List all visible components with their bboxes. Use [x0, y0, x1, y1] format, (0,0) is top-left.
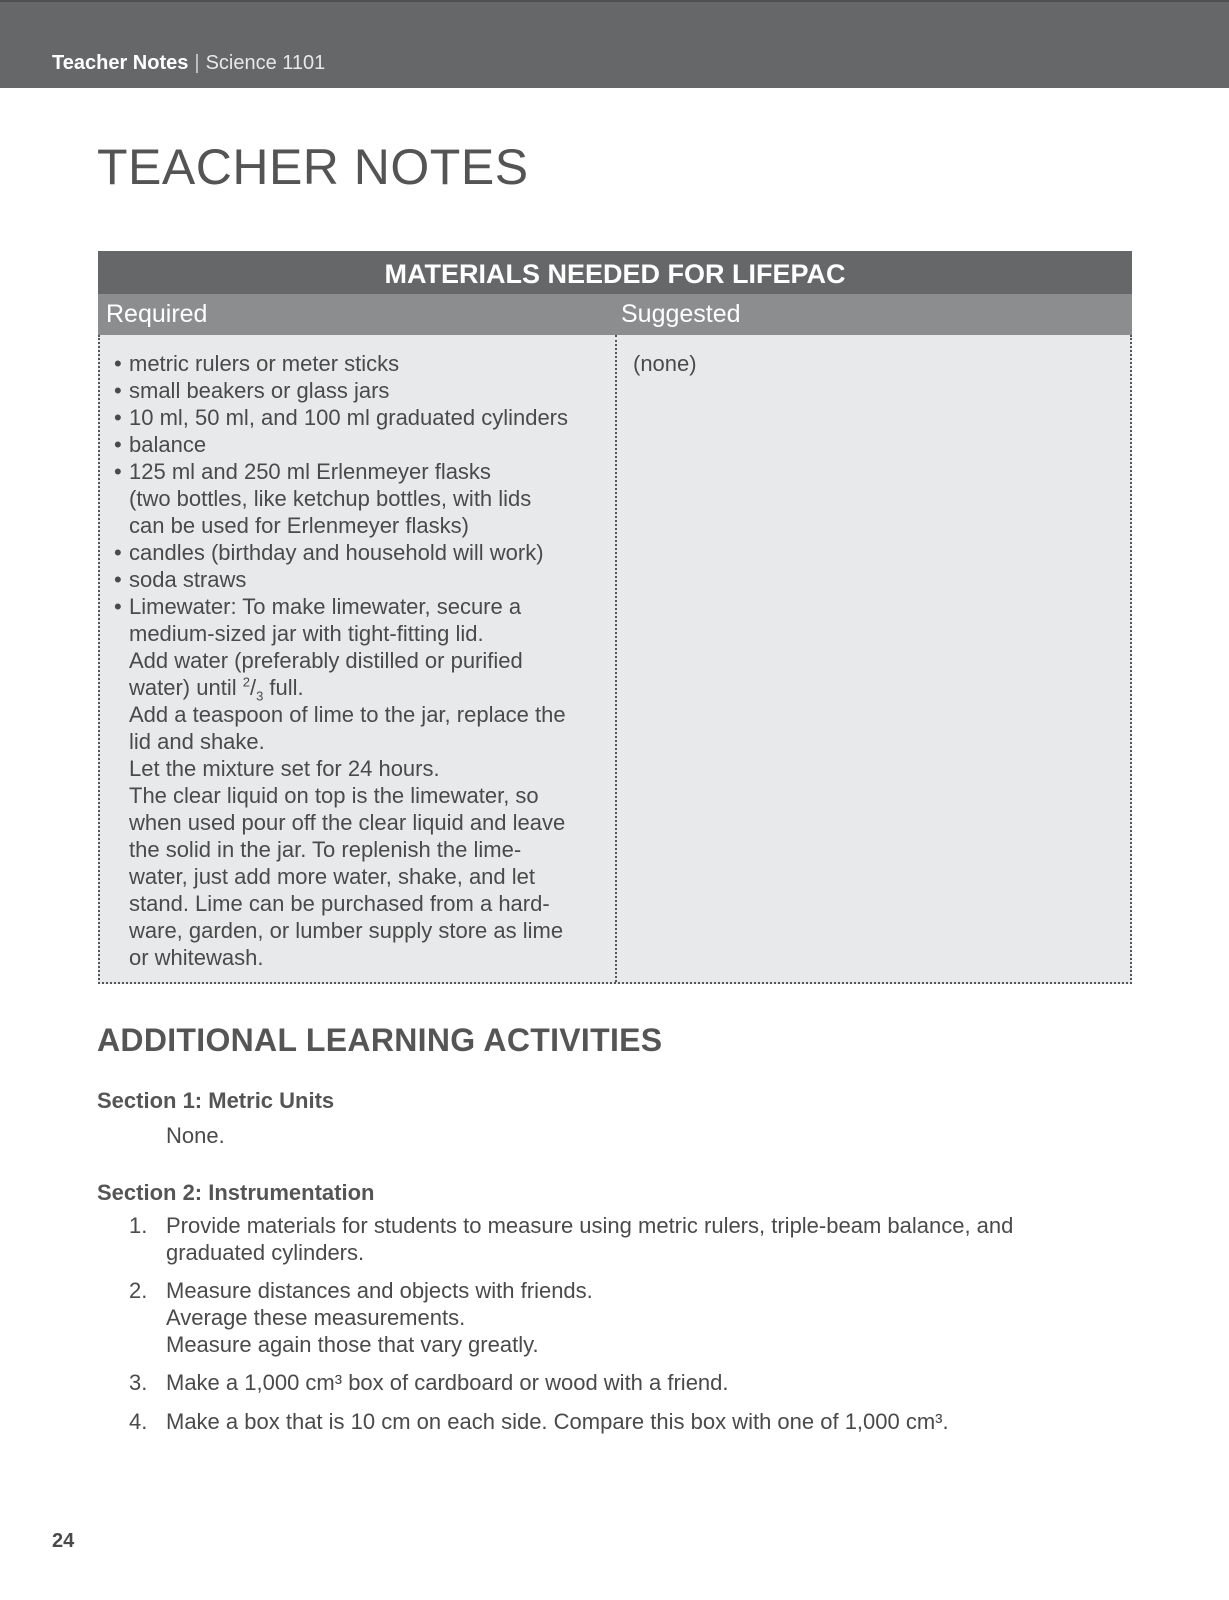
item-line: the solid in the jar. To replenish the lime-: [129, 837, 522, 862]
activity-number: 2.: [129, 1278, 148, 1303]
item-line-fraction: [129, 674, 615, 704]
list-item: [114, 377, 615, 404]
activity-text: [166, 1408, 1129, 1435]
materials-title: MATERIALS NEEDED FOR LIFEPAC: [98, 251, 1132, 294]
activity-line: graduated cylinders.: [166, 1240, 365, 1265]
item-line: lid and shake.: [129, 729, 265, 754]
activity-line: Average these measurements.: [166, 1305, 466, 1330]
item-line: Limewater: To make limewater, secure a: [129, 594, 522, 619]
item-line: balance: [129, 432, 207, 457]
additional-activities-heading: ADDITIONAL LEARNING ACTIVITIES: [97, 1022, 663, 1058]
item-line: 125 ml and 250 ml Erlenmeyer flasks: [129, 459, 491, 484]
list-item-limewater: [114, 593, 615, 971]
item-line: stand. Lime can be purchased from a hard-: [129, 891, 550, 916]
bullet-icon: •: [114, 432, 122, 457]
header-title: Teacher Notes: [52, 52, 189, 74]
activity-item: [129, 1369, 1129, 1396]
required-list: [114, 350, 615, 971]
activity-text: [166, 1277, 1129, 1358]
materials-body: [98, 335, 1132, 984]
bullet-icon: •: [114, 351, 122, 376]
bullet-icon: •: [114, 378, 122, 403]
list-item: [114, 458, 615, 539]
fraction-prefix: water) until: [129, 675, 243, 700]
page-header: [0, 0, 1229, 88]
activity-line: Make a 1,000 cm³ box of cardboard or wood with a friend.: [166, 1370, 729, 1395]
header-subtitle: Science 1101: [205, 52, 326, 74]
item-line: or whitewash.: [129, 945, 264, 970]
required-column: [100, 335, 617, 982]
section1-text: None.: [166, 1123, 225, 1148]
materials-table: [98, 251, 1132, 984]
item-line: Add a teaspoon of lime to the jar, replace the: [129, 702, 566, 727]
activity-item: [129, 1277, 1129, 1358]
column-suggested-header: Suggested: [621, 300, 741, 328]
item-line: The clear liquid on top is the limewater, so: [129, 783, 539, 808]
fraction-numerator: 2: [242, 674, 250, 690]
item-line: when used pour off the clear liquid and leave: [129, 810, 566, 835]
activity-item: [129, 1212, 1129, 1266]
header-separator: |: [194, 52, 200, 74]
bullet-icon: •: [114, 540, 122, 565]
item-line: ware, garden, or lumber supply store as lime: [129, 918, 564, 943]
item-line: Add water (preferably distilled or purified: [129, 648, 523, 673]
activity-item: [129, 1408, 1129, 1435]
activity-text: [166, 1212, 1129, 1266]
item-line: (two bottles, like ketchup bottles, with lids: [129, 486, 532, 511]
activity-number: 4.: [129, 1409, 148, 1434]
fraction-slash: /: [249, 675, 257, 700]
list-item: [114, 350, 615, 377]
bullet-icon: •: [114, 567, 122, 592]
activity-line: Make a box that is 10 cm on each side. Compare this box with one of 1,000 cm³.: [166, 1409, 949, 1434]
item-line: medium-sized jar with tight-fitting lid.: [129, 621, 484, 646]
activity-line: Measure again those that vary greatly.: [166, 1332, 539, 1357]
activity-line: Provide materials for students to measure using metric rulers, triple-beam balance, and: [166, 1213, 1014, 1238]
list-item: [114, 404, 615, 431]
page-title: TEACHER NOTES: [97, 139, 529, 195]
bullet-icon: •: [114, 459, 122, 484]
column-required-header: Required: [106, 300, 208, 328]
fraction-suffix: full.: [263, 675, 304, 700]
item-line: candles (birthday and household will work): [129, 540, 544, 565]
bullet-icon: •: [114, 405, 122, 430]
activity-line: Measure distances and objects with friends.: [166, 1278, 593, 1303]
header-text: [52, 52, 325, 75]
activity-number: 1.: [129, 1213, 148, 1238]
item-line: water, just add more water, shake, and let: [129, 864, 536, 889]
item-line: soda straws: [129, 567, 247, 592]
item-line: metric rulers or meter sticks: [129, 351, 400, 376]
item-line: can be used for Erlenmeyer flasks): [129, 513, 469, 538]
section2-title: Section 2: Instrumentation: [97, 1180, 375, 1205]
fraction-denominator: 3: [256, 688, 264, 704]
list-item: [114, 431, 615, 458]
page-number: 24: [52, 1530, 75, 1552]
activity-text: [166, 1369, 1129, 1396]
fraction-two-thirds: [242, 674, 264, 704]
bullet-icon: •: [114, 594, 122, 619]
list-item: [114, 539, 615, 566]
activity-number: 3.: [129, 1370, 148, 1395]
item-line: small beakers or glass jars: [129, 378, 390, 403]
section1-title: Section 1: Metric Units: [97, 1088, 335, 1113]
item-line: Let the mixture set for 24 hours.: [129, 756, 440, 781]
materials-column-headers: [98, 294, 1132, 335]
suggested-text: (none): [633, 351, 697, 376]
item-line: 10 ml, 50 ml, and 100 ml graduated cylinders: [129, 405, 569, 430]
suggested-column: [617, 335, 1130, 982]
list-item: [114, 566, 615, 593]
